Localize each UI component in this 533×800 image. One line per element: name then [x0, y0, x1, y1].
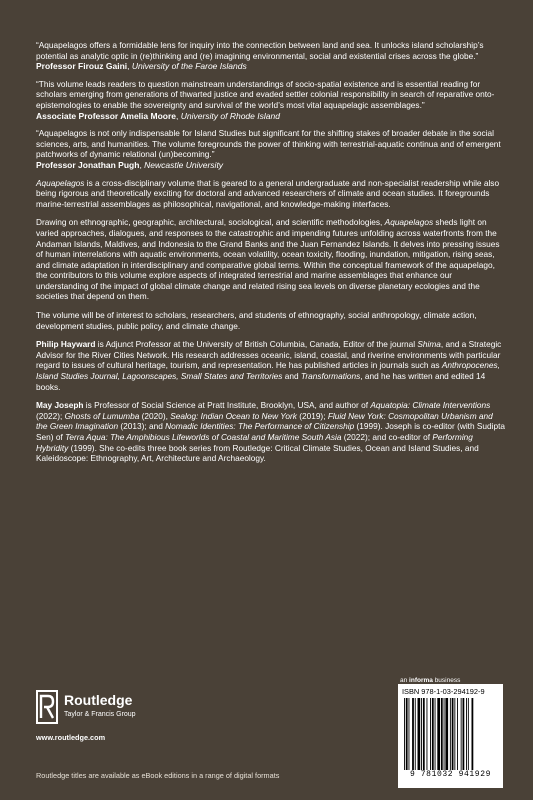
barcode-bar [430, 698, 431, 770]
barcode-bar [457, 698, 458, 770]
endorsement-attribution-2: Associate Professor Amelia Moore, University of Rhode Island [36, 110, 280, 121]
bio-text: (2022); and co-editor of [341, 432, 433, 442]
barcode-bar [418, 698, 421, 770]
informa-tagline [400, 677, 460, 684]
barcode-bar [466, 698, 467, 770]
journal-title: Shima [417, 339, 441, 350]
endorser-name: Associate Professor Amelia Moore [36, 110, 176, 121]
bio-text: (2019); [296, 410, 328, 421]
bio-text: (2013); and [118, 421, 166, 432]
barcode-bar [421, 698, 422, 770]
endorsement-attribution-1: Professor Firouz Gaini, University of the Faroe Islands [36, 61, 247, 72]
book-title: Ghosts of Lumumba [64, 410, 140, 421]
publisher-logo [36, 690, 196, 730]
description-paragraph-1 [36, 178, 506, 210]
barcode-bar [406, 698, 408, 770]
barcode-bars [404, 698, 497, 770]
book-title: Fluid New York: Cosmopolitan Urbanism and the Green Imagination [36, 410, 493, 432]
tagline-suffix: business [432, 677, 461, 684]
informa-brand: informa [409, 677, 433, 684]
tagline-prefix: an [400, 677, 410, 684]
endorser-name: Professor Firouz Gaini [36, 61, 128, 72]
barcode-bar [461, 698, 462, 770]
book-title: Terra Aqua: The Amphibious Lifeworlds of Coastal and Maritime South Asia [65, 432, 342, 442]
endorser-name: Professor Jonathan Pugh [36, 159, 140, 170]
bio-text: is Professor of Social Science at Pratt Institute, Brooklyn, USA, and author of [83, 400, 371, 411]
book-title: Nomadic Identities: The Performance of Citizenship [165, 421, 355, 432]
barcode-bar [432, 698, 434, 770]
book-title: Sealog: Indian Ocean to New York [170, 410, 297, 421]
publisher-url: www.routledge.com [36, 733, 106, 742]
book-title: Aquapelagos [36, 177, 85, 188]
description-text: Drawing on ethnographic, geographic, architectural, sociological, and scientific methodologies, [36, 217, 385, 228]
publisher-group: Taylor & Francis Group [64, 711, 136, 718]
barcode-bar [437, 698, 440, 770]
author-bio-joseph [36, 400, 506, 464]
bio-text: (1999). Joseph is co-editor (with Sudipta Sen) of [36, 421, 506, 442]
bio-text: (1999). She co-edits three book series from Routledge: Critical Climate Studies, Ocean and Island Studies, and Kaleidoscope: Ethnography, Art, Architecture and Archaeology. [36, 442, 479, 464]
endorser-affiliation: Newcastle University [144, 159, 224, 170]
barcode-number: 9 781032 941929 [409, 770, 491, 779]
endorser-affiliation: University of the Faroe Islands [131, 61, 247, 72]
barcode-bar [463, 698, 465, 770]
publisher-name: Routledge [64, 692, 133, 708]
barcode-bar [472, 698, 474, 770]
barcode-bar [415, 698, 416, 770]
isbn-barcode [398, 684, 503, 788]
barcode-bar [404, 698, 405, 770]
isbn-label: ISBN 978-1-03-294192-9 [402, 687, 485, 696]
routledge-logo-icon [36, 690, 58, 724]
bio-text: , and a Strategic Advisor for the River Cities Network. His research addresses oceanic, island, coastal, and riverine environments with particular regard to issues of cultural heritage, tourism, and representation. He has published articles in journals such as [36, 339, 502, 371]
description-text: is a cross-disciplinary volume that is geared to a general undergraduate and non-specialist readership while also being rigorous and theoretically exciting for doctoral and advanced researchers of climate and ocean studies. It foregrounds marine-terrestrial assemblages as philosophical, navigational, and knowledge-making interfaces. [36, 177, 500, 209]
cover-text [36, 40, 506, 472]
journal-titles: Anthropocenes, Island Studies Journal, Lagoonscapes, Small States and Territories [36, 360, 500, 382]
endorser-affiliation: University of Rhode Island [180, 110, 280, 121]
description-paragraph-2 [36, 217, 506, 302]
bio-text: (2020), [139, 410, 171, 421]
author-bio-hayward [36, 339, 506, 392]
barcode-bar [423, 698, 425, 770]
book-title: Performing Hybridity [36, 432, 473, 453]
bio-text: (2022); [36, 410, 65, 421]
description-paragraph-3: The volume will be of interest to scholars, researchers, and students of ethnography, social anthropology, climate action, development studies, public policy, and climate change. [36, 310, 477, 331]
book-title: Aquapelagos [384, 217, 434, 228]
barcode-bar [441, 698, 443, 770]
book-title: Aquatopia: Climate Interventions [370, 400, 491, 411]
endorsement-attribution-3: Professor Jonathan Pugh, Newcastle University [36, 159, 224, 170]
ebook-note: Routledge titles are available as eBook editions in a range of digital formats [36, 771, 280, 780]
endorsement-quote-3: “Aquapelagos is not only indispensable for Island Studies but significant for the shifting stakes of broader debate in the social sciences, arts, and humanities. The volume foregrounds the power of thinking with terrestrial-aquatic continua and of emergent patchworks of dynamic relational (un)becoming.” [36, 128, 501, 160]
barcode-bar [445, 698, 448, 770]
barcode-bar [435, 698, 436, 770]
journal-title: Transformations [300, 371, 361, 382]
bio-text: and [282, 371, 301, 382]
description-text: sheds light on varied approaches, dialogues, and responses to the catastrophic and impending futures unfolding across waterfronts from the Andaman Islands, Maldives, and Indonesia to the Grand Banks and the Juan Fernandez Islands. It delves into pressing issues of human interrelations with aquatic environments, ocean volatility, ocean toxicity, flooding, inundation, mitigation, rising seas, and climate adaptation in interdisciplinary and comparative global terms. Within the conceptual framework of the aquapelago, the contributors to this volume explore aspects of integrated terrestrial and marine assemblages that enhance our understanding of the impact of global climate change and related rising sea levels on diverse planetary ecologies and the societies that depend on them. [36, 217, 500, 302]
bio-text: is Adjunct Professor at the University of British Columbia, Canada, Editor of the journal [95, 339, 418, 350]
endorsement-quote-1: “Aquapelagos offers a formidable lens for inquiry into the connection between land and sea. It unlocks island scholarship’s potential as analytic optic in (re)thinking and (re) imagining environmental, social and existential crises across the globe.” [36, 40, 484, 61]
barcode-bar [444, 698, 445, 770]
barcode-bar [409, 698, 410, 770]
barcode-bar [412, 698, 414, 770]
author-name: May Joseph [36, 400, 84, 411]
author-name: Philip Hayward [36, 339, 96, 350]
barcode-bar [468, 698, 469, 770]
barcode-bar [450, 698, 451, 770]
barcode-bar [454, 698, 455, 770]
bio-text: , and he has written and edited 14 books. [36, 371, 486, 392]
barcode-bar [427, 698, 428, 770]
barcode-bar [452, 698, 454, 770]
endorsement-quote-2: “This volume leads readers to question mainstream understandings of socio-spatial existence and is essential reading for scholars emerging from generations of thwarted justice and evaded settler colonial responsibility in search of reparative onto-epistemologies to enable the sovereignty and survival of the world’s most vital aquapelagic assemblages.” [36, 78, 495, 110]
